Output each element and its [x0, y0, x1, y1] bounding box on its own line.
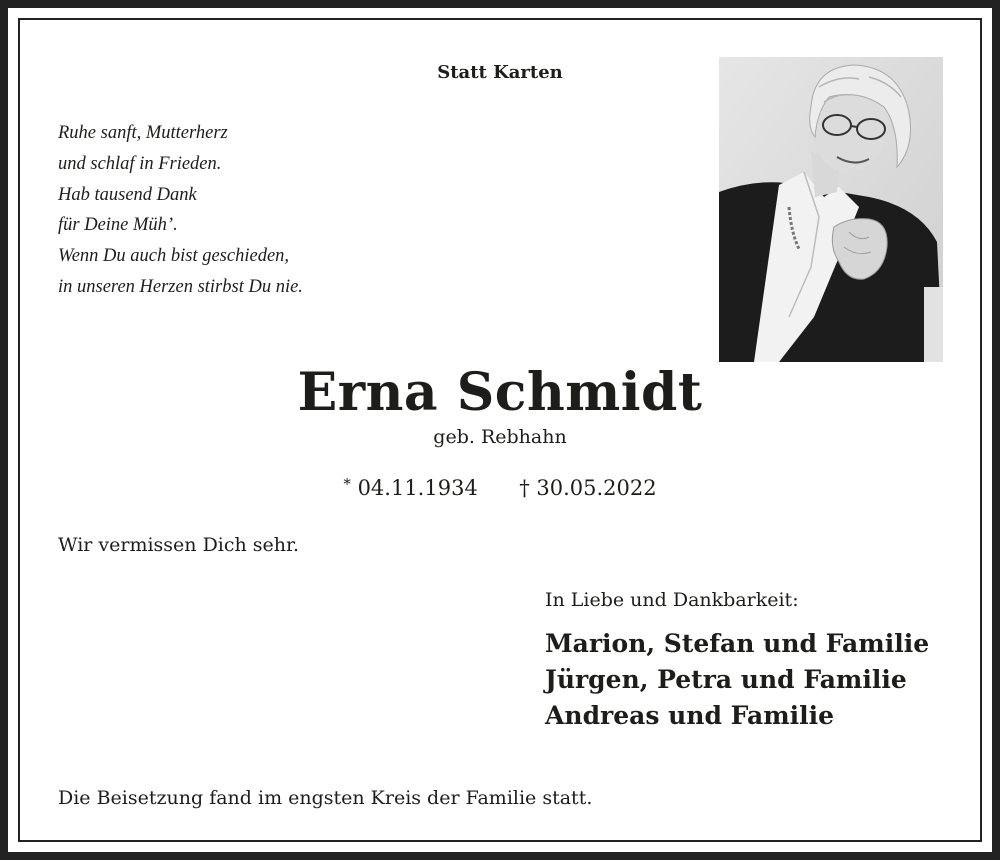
- birth-date: 04.11.1934: [357, 476, 478, 500]
- poem-line: für Deine Müh’.: [58, 215, 178, 236]
- poem-line: und schlaf in Frieden.: [58, 153, 222, 174]
- portrait-photo: [719, 57, 943, 362]
- life-dates: [300, 473, 700, 500]
- mourner-line: Andreas und Familie: [545, 701, 835, 730]
- birth-symbol: *: [343, 475, 351, 493]
- maiden-name: geb. Rebhahn: [433, 426, 567, 448]
- poem-line: Hab tausend Dank: [58, 184, 197, 205]
- death-date: 30.05.2022: [536, 476, 657, 500]
- funeral-note: Die Beisetzung fand im engsten Kreis der Familie statt.: [58, 787, 593, 809]
- poem-line: Wenn Du auch bist geschieden,: [58, 246, 290, 267]
- thanks-line: In Liebe und Dankbarkeit:: [545, 589, 799, 611]
- poem-line: in unseren Herzen stirbst Du nie.: [58, 276, 303, 297]
- poem-line: Ruhe sanft, Mutterherz: [58, 123, 228, 143]
- mourners-list: [545, 626, 929, 734]
- death-symbol: †: [519, 476, 530, 500]
- deceased-name: Erna Schmidt: [297, 362, 703, 423]
- missing-message: Wir vermissen Dich sehr.: [58, 534, 300, 556]
- mourner-line: Jürgen, Petra und Familie: [545, 665, 907, 694]
- header-statt-karten: Statt Karten: [437, 62, 563, 83]
- poem: [58, 118, 303, 303]
- mourner-line: Marion, Stefan und Familie: [545, 629, 930, 658]
